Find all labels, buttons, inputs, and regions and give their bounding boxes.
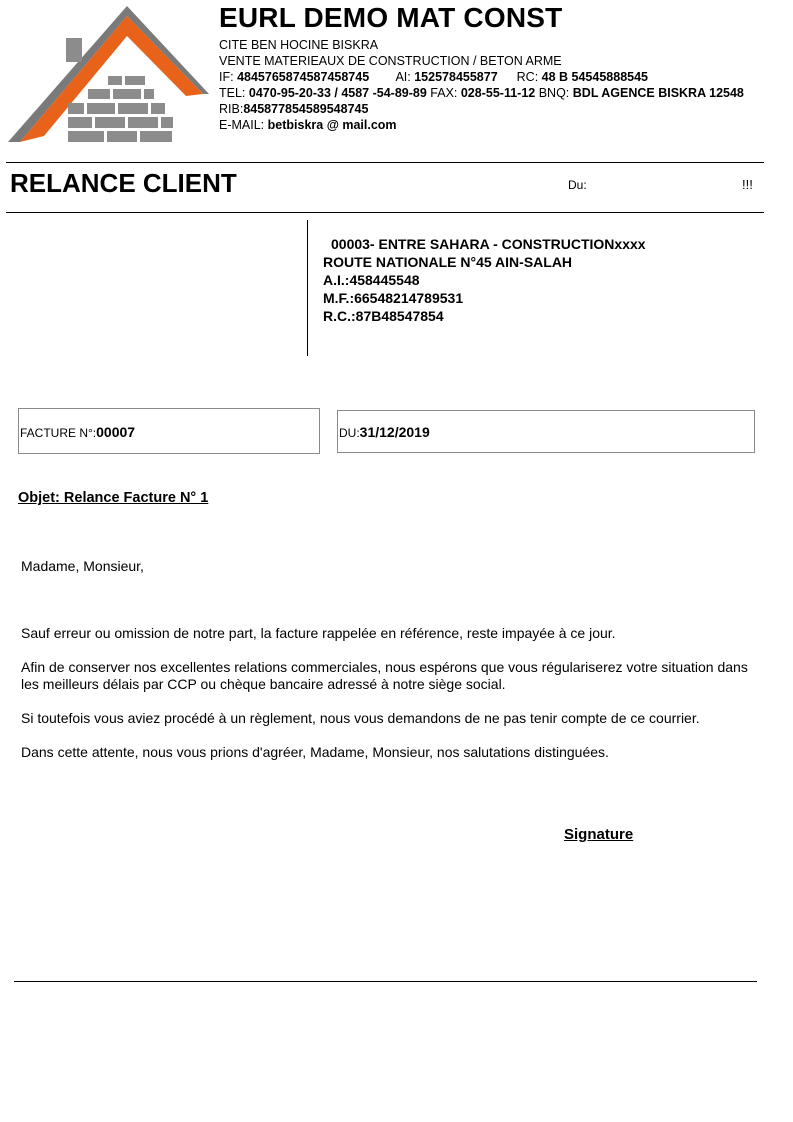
ai-label: AI: [395, 70, 411, 84]
rib-label: RIB: [219, 102, 244, 116]
company-logo [6, 4, 212, 146]
invoice-number-value: 00007 [96, 424, 136, 440]
footer-divider [14, 981, 757, 982]
company-address: CITE BEN HOCINE BISKRA [219, 38, 379, 52]
client-separator [307, 220, 308, 356]
client-ai: A.I.:458445548 [323, 272, 420, 288]
client-rc: R.C.:87B48547854 [323, 308, 444, 324]
if-label: IF: [219, 70, 234, 84]
rc-value: 48 B 54545888545 [541, 70, 649, 84]
chimney [66, 38, 82, 62]
letter-paragraph-3: Si toutefois vous aviez procédé à un règlement, nous vous demandons de ne pas tenir compte de ce courrier. [21, 710, 700, 726]
invoice-number-box [18, 408, 320, 454]
ai-value: 152578455877 [414, 70, 498, 84]
signature-label: Signature [564, 826, 634, 843]
company-ids-line [219, 69, 648, 85]
tel-label: TEL: [219, 86, 246, 100]
letter-paragraph-4: Dans cette attente, nous vous prions d'agréer, Madame, Monsieur, nos salutations distinguées. [21, 744, 609, 760]
tel-value: 0470-95-20-33 / 4587 -54-89-89 [248, 86, 427, 100]
invoice-date-value: 31/12/2019 [359, 424, 430, 440]
rc-label: RC: [516, 70, 539, 84]
header-divider-bottom [6, 212, 764, 213]
email-label: E-MAIL: [219, 118, 265, 132]
company-rib-line [219, 101, 368, 117]
rib-value: 845877854589548745 [243, 102, 369, 116]
fax-label: FAX: [430, 86, 458, 100]
fax-value: 028-55-11-12 [460, 86, 536, 100]
letter-paragraph-2: Afin de conserver nos excellentes relations commerciales, nous espérons que vous régulariserez votre situation dans les meilleurs délais par CCP ou chèque bancaire adressé à notre siège social. [21, 659, 748, 692]
company-email-line [219, 117, 397, 133]
client-name: 00003- ENTRE SAHARA - CONSTRUCTIONxxxx [331, 236, 646, 252]
company-activity: VENTE MATERIEAUX DE CONSTRUCTION / BETON ARME [219, 54, 562, 68]
letter-subject: Objet: Relance Facture N° 1 [18, 490, 209, 506]
du-label: Du: [568, 178, 587, 192]
email-value: betbiskra @ mail.com [267, 118, 397, 132]
document-title: RELANCE CLIENT [10, 168, 237, 198]
invoice-date-box [337, 410, 755, 453]
company-name: EURL DEMO MAT CONST [219, 2, 563, 33]
letter-salutation: Madame, Monsieur, [21, 558, 144, 574]
invoice-date-label: DU: [339, 426, 360, 440]
company-contact-line [219, 85, 744, 101]
du-value: !!! [742, 177, 753, 192]
if-value: 4845765874587458745 [237, 70, 370, 84]
invoice-number-label: FACTURE N°: [20, 426, 97, 440]
bnq-label: BNQ: [538, 86, 570, 100]
client-mf: M.F.:66548214789531 [323, 290, 464, 306]
bnq-value: BDL AGENCE BISKRA 12548 [572, 86, 744, 100]
header-divider-top [6, 162, 764, 163]
client-address: ROUTE NATIONALE N°45 AIN-SALAH [323, 254, 573, 270]
letter-paragraph-1: Sauf erreur ou omission de notre part, la facture rappelée en référence, reste impayée à ce jour. [21, 625, 616, 641]
